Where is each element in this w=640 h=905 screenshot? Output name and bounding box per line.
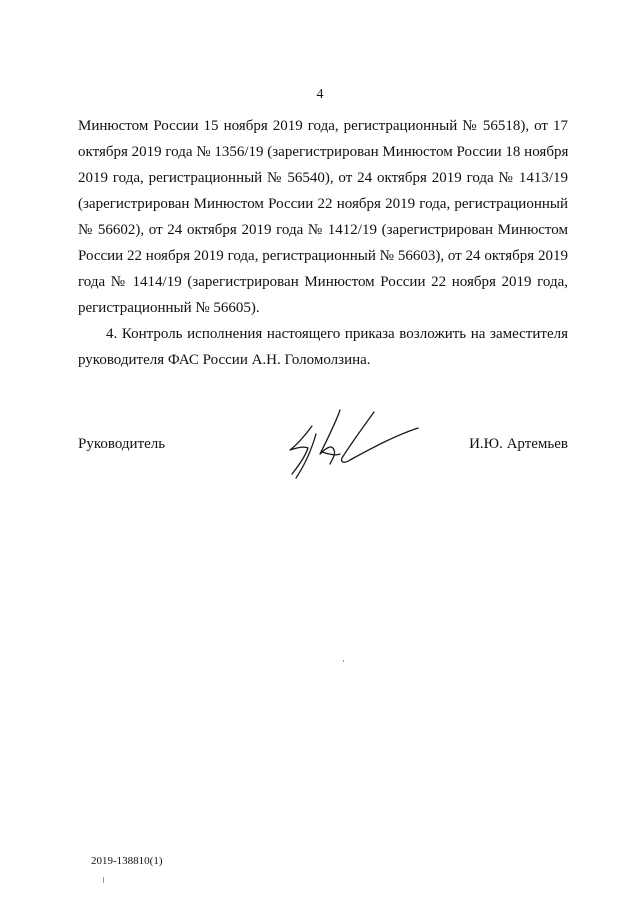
scan-mark <box>343 660 344 662</box>
page-number: 4 <box>316 87 324 102</box>
text-line: 2019 года, регистрационный № 56540), от 24 октября 2019 года № 1413/19 <box>78 170 568 186</box>
paragraph-1 <box>78 113 568 321</box>
signer-title: Руководитель <box>78 436 166 452</box>
body-text <box>78 113 568 373</box>
scan-mark <box>103 877 104 883</box>
text-line: регистрационный № 56605). <box>78 300 260 316</box>
text-line: России 22 ноября 2019 года, регистрационный № 56603), от 24 октября 2019 <box>78 248 568 264</box>
text-line: года № 1414/19 (зарегистрирован Минюстом России 22 ноября 2019 года, <box>78 274 568 290</box>
text-line: октября 2019 года № 1356/19 (зарегистрирован Минюстом России 18 ноября <box>78 144 569 160</box>
text-line: Минюстом России 15 ноября 2019 года, регистрационный № 56518), от 17 <box>78 118 568 134</box>
text-line: 4. Контроль исполнения настоящего приказа возложить на заместителя <box>106 326 568 342</box>
signer-name: И.Ю. Артемьев <box>469 436 568 452</box>
handwritten-signature <box>282 408 422 483</box>
text-line: (зарегистрирован Минюстом России 22 ноября 2019 года, регистрационный <box>78 196 568 212</box>
paragraph-2 <box>78 321 568 373</box>
text-line: руководителя ФАС России А.Н. Голомолзина. <box>78 352 371 368</box>
text-line: № 56602), от 24 октября 2019 года № 1412/19 (зарегистрирован Минюстом <box>78 222 568 238</box>
document-code: 2019-138810(1) <box>91 855 163 867</box>
